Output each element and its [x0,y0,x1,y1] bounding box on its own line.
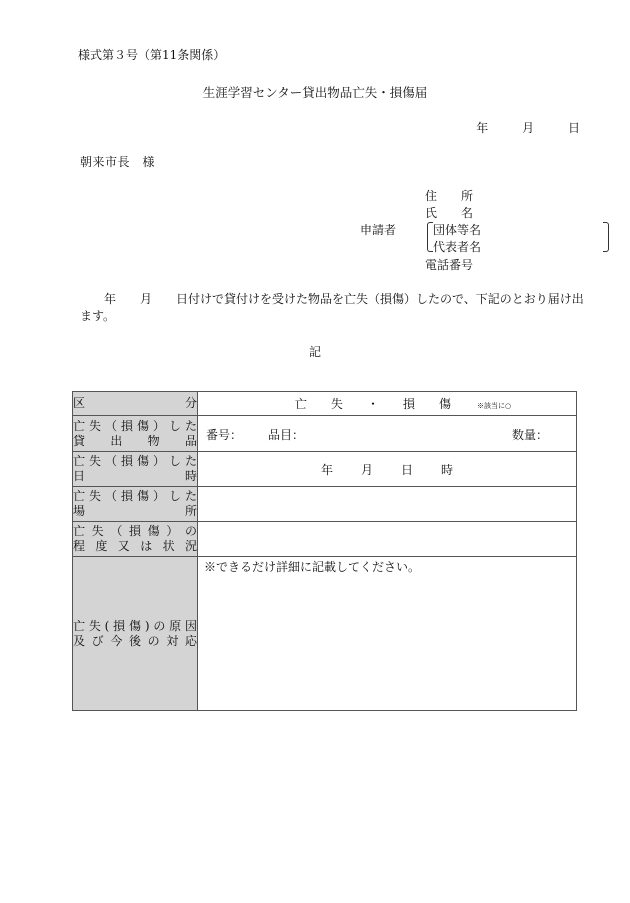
table-row-place [73,487,577,522]
place-label-left: 場 [73,504,86,518]
datetime-label-line1: 亡失（損傷）した [73,454,197,468]
ki-heading: 記 [308,345,321,359]
dt-year: 年 [320,462,333,477]
datetime-label-left: 日 [73,469,86,483]
item-label-line2: 貸 出 物 品 [73,433,197,448]
applicant-rep-label: 代表者名 [433,240,482,254]
place-field[interactable] [198,487,577,522]
item-name-label: 品目： [268,427,305,442]
form-number: 様式第３号（第11条関係） [78,48,226,62]
condition-field[interactable] [198,522,577,557]
item-field[interactable] [198,416,577,452]
dt-hour: 時 [441,462,454,477]
form-table [72,391,577,711]
cause-note: ※できるだけ詳細に記載してください。 [204,560,421,574]
place-label-line1: 亡失（損傷）した [73,489,197,503]
table-row-datetime [73,452,577,487]
place-label [73,487,198,522]
applicant-address-label: 住 所 [425,189,474,203]
date-day-label: 日 [567,121,580,135]
datetime-field[interactable] [198,452,577,487]
body-text: 年 月 日付けで貸付けを受けた物品を亡失（損傷）したので、下記のとおり届け出ます。 [80,292,584,323]
item-label-line1: 亡失（損傷）した [73,418,197,433]
item-qty-label: 数量： [511,427,548,442]
applicant-label: 申請者 [360,223,397,237]
applicant-org-label: 団体等名 [433,223,482,237]
place-label-right: 所 [184,504,197,518]
applicant-name-label: 氏 名 [425,206,474,220]
dt-day: 日 [401,462,414,477]
table-row-condition [73,522,577,557]
date-month-label: 月 [522,121,535,135]
condition-label-line1: 亡失（損傷）の [73,524,197,538]
date-year-label: 年 [476,121,489,135]
cause-field[interactable] [198,557,577,711]
item-label [73,416,198,452]
table-row-category [73,392,577,416]
category-label-left: 区 [73,396,86,410]
item-number-label: 番号： [206,427,243,442]
option-loss[interactable]: 亡 失 [294,397,343,411]
cause-label [73,557,198,711]
category-label-right: 分 [184,396,197,410]
addressee: 朝来市長 様 [80,155,156,169]
datetime-label-right: 時 [184,469,197,483]
table-row-item [73,416,577,452]
table-row-cause [73,557,577,711]
category-label [73,392,198,416]
dt-month: 月 [360,462,373,477]
cause-label-line1: 亡失(損傷)の原因 [73,618,197,633]
bracket-right [603,222,609,252]
option-dot: ・ [366,397,379,411]
date-line [456,119,580,136]
condition-label [73,522,198,557]
category-field[interactable] [198,392,577,416]
category-note: ※該当に○ [476,401,512,410]
cause-label-line2: 及び今後の対応 [73,633,197,648]
page-title: 生涯学習センター貸出物品亡失・損傷届 [202,85,428,100]
applicant-phone-label: 電話番号 [425,258,474,272]
condition-label-line2: 程度又は状況 [73,539,197,553]
option-damage[interactable]: 損 傷 [402,397,451,411]
datetime-label [73,452,198,487]
